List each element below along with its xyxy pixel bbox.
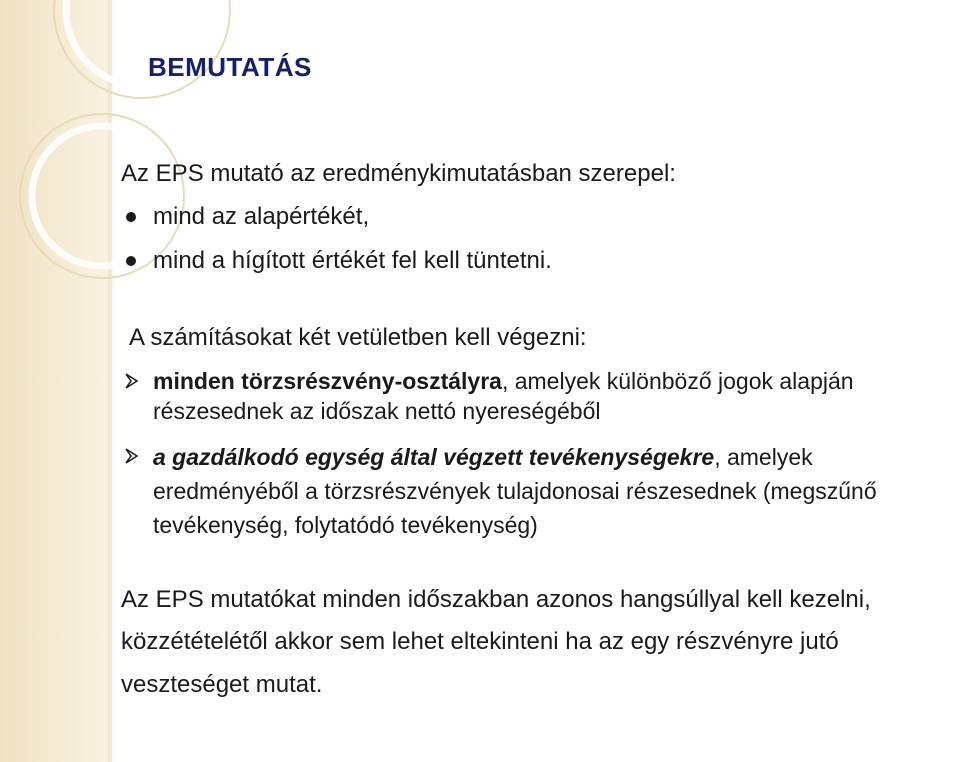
bullet-item: mind a hígított értékét fel kell tüntetni.	[153, 247, 552, 274]
calc-heading: A számításokat két vetületben kell végezni:	[129, 324, 587, 351]
closing-text: veszteséget mutat.	[121, 671, 323, 698]
intro-text: Az EPS mutató az eredménykimutatásban szerepel:	[121, 160, 676, 187]
closing-text: Az EPS mutatókat minden időszakban azonos hangsúllyal kell kezelni,	[121, 586, 871, 613]
arrow-item-continuation: részesednek az időszak nettó nyereségéből	[153, 398, 601, 424]
arrow-bullet-icon	[124, 447, 140, 465]
closing-text: közzétételétől akkor sem lehet eltekinteni ha az egy részvényre jutó	[121, 628, 839, 655]
arrow-item-bold: minden törzsrészvény-osztályra	[153, 368, 502, 394]
slide-title: BEMUTATÁS	[148, 52, 312, 82]
arrow-bullet-icon	[124, 372, 140, 390]
arrow-item-line	[153, 444, 813, 471]
bullet-item: mind az alapértékét,	[153, 203, 370, 230]
bullet-dot-icon	[126, 212, 136, 222]
arrow-item-rest: , amelyek	[714, 444, 813, 470]
arrow-item-line	[153, 368, 854, 395]
bullet-dot-icon	[126, 256, 136, 266]
arrow-item-continuation: tevékenység, folytatódó tevékenység)	[153, 512, 538, 538]
arrow-item-rest: , amelyek különböző jogok alapján	[501, 368, 854, 394]
arrow-item-continuation: eredményéből a törzsrészvények tulajdonosai részesednek (megszűnő	[153, 478, 877, 504]
arrow-item-bold: a gazdálkodó egység által végzett tevékenységekre	[153, 444, 715, 470]
